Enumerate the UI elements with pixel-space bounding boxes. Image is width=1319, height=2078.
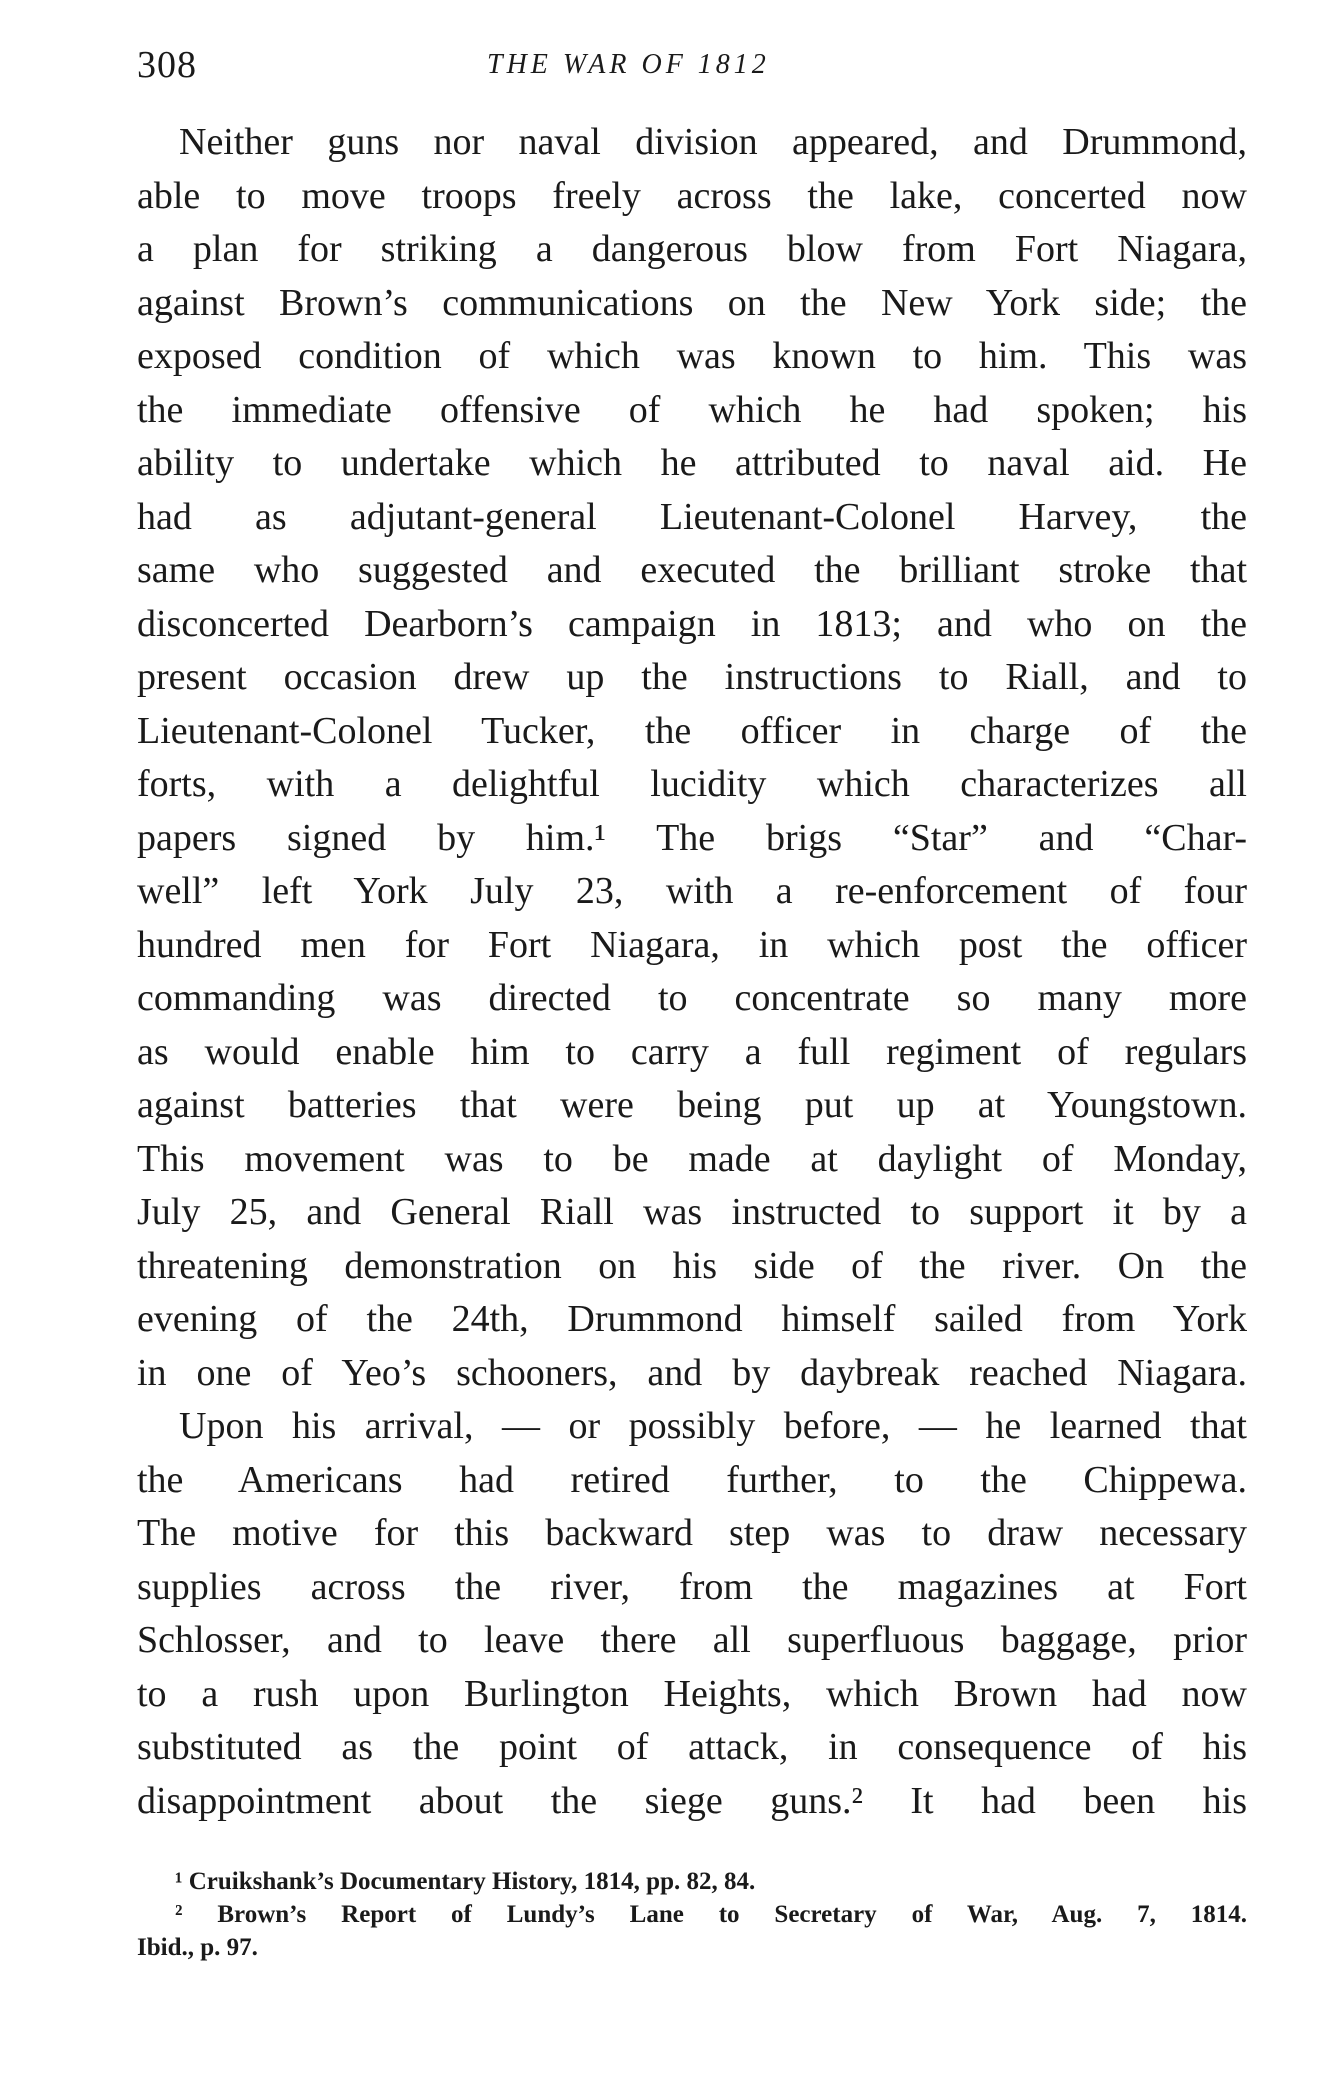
text-line: well” left York July 23, with a re-enforcement of four [137, 870, 1247, 912]
text-line: evening of the 24th, Drummond himself sailed from York [137, 1298, 1247, 1340]
text-line: papers signed by him.¹ The brigs “Star” and “Char- [137, 816, 1247, 859]
text-line: a plan for striking a dangerous blow from Fort Niagara, [137, 228, 1247, 270]
text-line: the immediate offensive of which he had spoken; his [137, 388, 1247, 431]
text-line: commanding was directed to concentrate so many more [137, 977, 1247, 1019]
text-line: disconcerted Dearborn’s campaign in 1813; and who on the [137, 602, 1247, 645]
text-line: as would enable him to carry a full regiment of regulars [137, 1030, 1247, 1073]
running-title: THE WAR OF 1812 [487, 49, 770, 80]
text-line: The motive for this backward step was to draw necessary [137, 1512, 1247, 1554]
text-line: forts, with a delightful lucidity which characterizes all [137, 763, 1247, 805]
text-line: present occasion drew up the instructions to Riall, and to [137, 656, 1247, 698]
text-line: had as adjutant-general Lieutenant-Colonel Harvey, the [137, 495, 1247, 538]
text-line: July 25, and General Riall was instructed to support it by a [137, 1191, 1247, 1233]
text-line: to a rush upon Burlington Heights, which Brown had now [137, 1672, 1247, 1715]
running-head [137, 40, 1247, 90]
text-line: substituted as the point of attack, in consequence of his [137, 1726, 1247, 1768]
footnote-2: ² Brown’s Report of Lundy’s Lane to Secretary of War, Aug. 7, 1814. [175, 1901, 1247, 1928]
text-line: This movement was to be made at daylight of Monday, [137, 1137, 1247, 1180]
text-line: against Brown’s communications on the New York side; the [137, 281, 1247, 324]
text-line: Upon his arrival, — or possibly before, — he learned that [179, 1405, 1247, 1447]
body-text [137, 116, 1247, 1828]
text-line: the Americans had retired further, to the Chippewa. [137, 1458, 1247, 1501]
text-line: in one of Yeo’s schooners, and by daybreak reached Niagara. [137, 1351, 1247, 1394]
text-line: against batteries that were being put up at Youngstown. [137, 1084, 1247, 1126]
footnote-1: ¹ Cruikshank’s Documentary History, 1814, pp. 82, 84. [175, 1868, 756, 1895]
text-line: Lieutenant-Colonel Tucker, the officer in charge of the [137, 709, 1247, 752]
text-line: hundred men for Fort Niagara, in which post the officer [137, 923, 1247, 966]
text-line: ability to undertake which he attributed to naval aid. He [137, 442, 1247, 484]
page-number: 308 [137, 44, 197, 86]
text-line: Schlosser, and to leave there all superfluous baggage, prior [137, 1619, 1247, 1661]
footnotes [137, 1865, 1247, 1964]
text-line: able to move troops freely across the lake, concerted now [137, 174, 1247, 217]
footnote-2-continuation: Ibid., p. 97. [137, 1934, 258, 1961]
text-line: exposed condition of which was known to him. This was [137, 335, 1247, 377]
text-line: Neither guns nor naval division appeared, and Drummond, [179, 121, 1247, 163]
text-line: disappointment about the siege guns.² It had been his [137, 1779, 1247, 1822]
text-line: threatening demonstration on his side of the river. On the [137, 1244, 1247, 1287]
text-line: supplies across the river, from the magazines at Fort [137, 1565, 1247, 1608]
text-line: same who suggested and executed the brilliant stroke that [137, 549, 1247, 591]
